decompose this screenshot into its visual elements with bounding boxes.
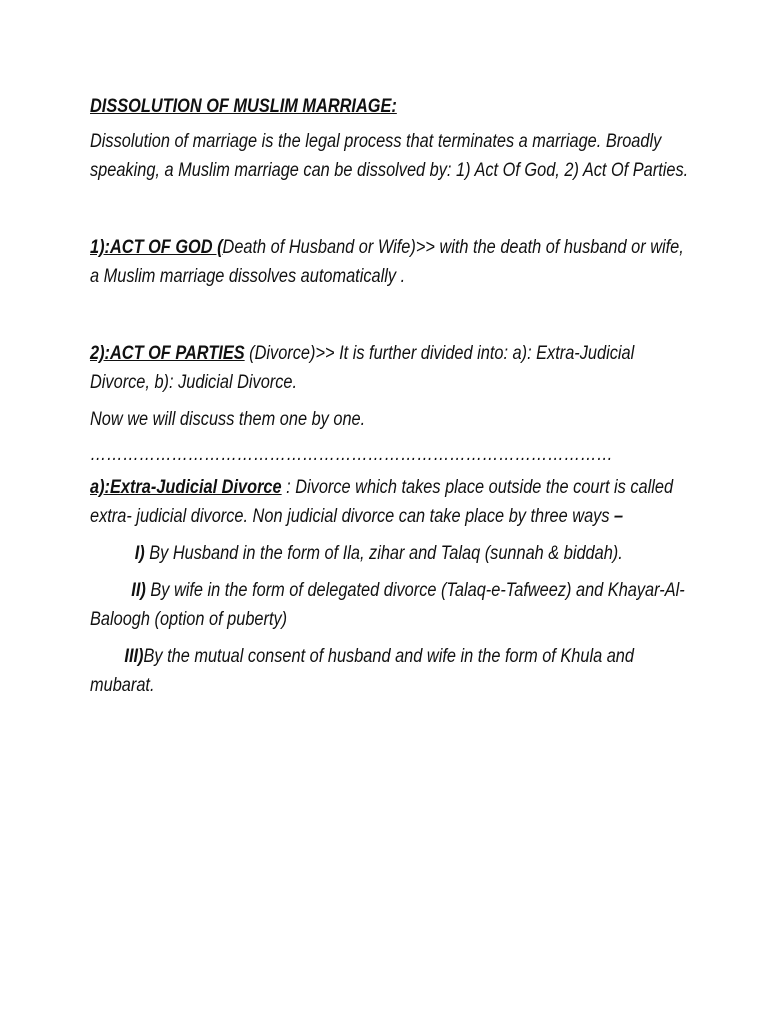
act-of-god-paragraph xyxy=(90,233,692,291)
way-text-2: By wife in the form of delegated divorce (Talaq-e-Tafweez) and Khayar-Al-Baloogh (option of puberty) xyxy=(90,580,685,630)
act-of-parties-text: (Divorce)>> It is further divided into: a): Extra-Judicial Divorce, b): Judicial Divorce. xyxy=(90,343,635,393)
document-body xyxy=(90,92,692,700)
way-text-3: By the mutual consent of husband and wife in the form of Khula and mubarat. xyxy=(90,646,634,696)
act-of-god-text: Death of Husband or Wife)>> with the death of husband or wife, a Muslim marriage dissolves automatically . xyxy=(90,237,684,287)
way-item-2 xyxy=(90,576,692,634)
document-title: DISSOLUTION OF MUSLIM MARRIAGE: xyxy=(90,96,397,117)
dotted-separator: …………………………………………………………………………………… xyxy=(90,444,613,465)
way-marker-2: II) xyxy=(131,580,146,601)
way-item-3 xyxy=(90,642,692,700)
way-marker-3: III) xyxy=(124,646,144,667)
extra-judicial-dash: – xyxy=(614,506,624,527)
way-text-1: By Husband in the form of Ila, zihar and Talaq (sunnah & biddah). xyxy=(144,543,623,564)
way-item-1 xyxy=(90,539,692,568)
now-line: Now we will discuss them one by one. xyxy=(90,409,366,430)
act-of-god-heading: 1):ACT OF GOD ( xyxy=(90,237,223,258)
extra-judicial-paragraph xyxy=(90,473,692,531)
act-of-parties-paragraph xyxy=(90,339,692,397)
extra-judicial-text: : Divorce which takes place outside the court is called extra- judicial divorce. Non judicial divorce can take place by three ways xyxy=(90,477,674,527)
intro-paragraph: Dissolution of marriage is the legal process that terminates a marriage. Broadly speaking, a Muslim marriage can be dissolved by: 1) Act Of God, 2) Act Of Parties. xyxy=(90,131,689,181)
way-marker-1: I) xyxy=(134,543,145,564)
act-of-parties-heading: 2):ACT OF PARTIES xyxy=(90,343,245,364)
extra-judicial-heading: a):Extra-Judicial Divorce xyxy=(90,477,282,498)
